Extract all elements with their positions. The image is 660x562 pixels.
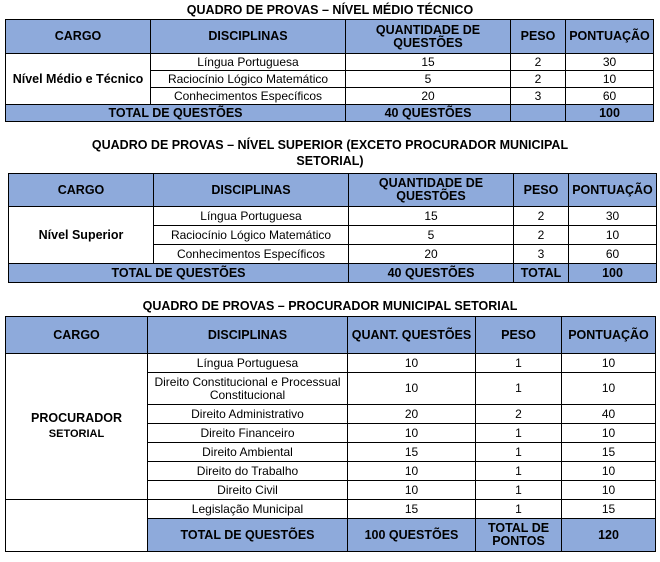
- table2-title: QUADRO DE PROVAS – NÍVEL SUPERIOR (EXCETO PROCURADOR MUNICIPAL SETORIAL): [91, 138, 569, 168]
- table1-quantidade: 15: [346, 54, 511, 71]
- table3-pontuacao: 15: [562, 500, 656, 519]
- table2-quantidade: 15: [349, 207, 514, 226]
- table3-peso: 1: [476, 462, 562, 481]
- table-row: [6, 354, 656, 373]
- table3-header-pontuacao: PONTUAÇÃO: [562, 317, 656, 354]
- table3-cargo-line1: PROCURADOR: [31, 411, 122, 425]
- table1-title: QUADRO DE PROVAS – NÍVEL MÉDIO TÉCNICO: [186, 3, 474, 17]
- table1-quantidade: 20: [346, 88, 511, 105]
- table2-pontuacao: 30: [569, 207, 657, 226]
- table1-cargo: Nível Médio e Técnico: [6, 54, 151, 105]
- table2-disciplina: Língua Portuguesa: [154, 207, 349, 226]
- table1-peso: 3: [511, 88, 566, 105]
- table3-cargo-empty: [6, 500, 148, 552]
- table3-quantidade: 20: [348, 405, 476, 424]
- table1-peso: 2: [511, 54, 566, 71]
- table1-total-row: [6, 105, 654, 122]
- table2-peso: 3: [514, 245, 569, 264]
- table2-total-pontuacao: 100: [569, 264, 657, 283]
- table2-quantidade: 20: [349, 245, 514, 264]
- table2-header-quantidade: QUANTIDADE DE QUESTÕES: [349, 174, 514, 207]
- table3-quantidade: 10: [348, 354, 476, 373]
- table3-quantidade: 15: [348, 443, 476, 462]
- table1-header-disciplinas: DISCIPLINAS: [151, 20, 346, 54]
- table3-disciplina: Legislação Municipal: [148, 500, 348, 519]
- table3-pontuacao: 15: [562, 443, 656, 462]
- table3-pontuacao: 10: [562, 462, 656, 481]
- table3-pontuacao: 40: [562, 405, 656, 424]
- table3-peso: 1: [476, 424, 562, 443]
- table3-disciplina: Direito Constitucional e Processual Constitucional: [148, 373, 348, 405]
- table2-disciplina: Raciocínio Lógico Matemático: [154, 226, 349, 245]
- table2-peso: 2: [514, 207, 569, 226]
- table3-header-cargo: CARGO: [6, 317, 148, 354]
- table1-pontuacao: 30: [566, 54, 654, 71]
- table2-total-peso: TOTAL: [514, 264, 569, 283]
- table3-disciplina: Direito Financeiro: [148, 424, 348, 443]
- table1-header-quantidade: QUANTIDADE DE QUESTÕES: [346, 20, 511, 54]
- table1-disciplina: Conhecimentos Específicos: [151, 88, 346, 105]
- table1-disciplina: Raciocínio Lógico Matemático: [151, 71, 346, 88]
- table3-pontuacao: 10: [562, 354, 656, 373]
- table1-pontuacao: 10: [566, 71, 654, 88]
- table1-total-label: TOTAL DE QUESTÕES: [6, 105, 346, 122]
- table3-quantidade: 10: [348, 424, 476, 443]
- table3-quantidade: 15: [348, 500, 476, 519]
- table-row: [6, 54, 654, 71]
- table2-header-cargo: CARGO: [9, 174, 154, 207]
- table2-peso: 2: [514, 226, 569, 245]
- table1-total-pontuacao: 100: [566, 105, 654, 122]
- table2-header-disciplinas: DISCIPLINAS: [154, 174, 349, 207]
- table2-total-label: TOTAL DE QUESTÕES: [9, 264, 349, 283]
- table3-peso: 1: [476, 354, 562, 373]
- table1-pontuacao: 60: [566, 88, 654, 105]
- table3-disciplina: Direito Civil: [148, 481, 348, 500]
- table3-header-disciplinas: DISCIPLINAS: [148, 317, 348, 354]
- table3-disciplina: Direito Administrativo: [148, 405, 348, 424]
- table3-title: QUADRO DE PROVAS – PROCURADOR MUNICIPAL SETORIAL: [142, 299, 518, 313]
- table3-total-questoes: 100 QUESTÕES: [348, 519, 476, 552]
- table3-peso: 2: [476, 405, 562, 424]
- table1-disciplina: Língua Portuguesa: [151, 54, 346, 71]
- table3-quantidade: 10: [348, 481, 476, 500]
- table3-peso: 1: [476, 443, 562, 462]
- table3: [5, 316, 656, 552]
- table-row: [6, 500, 656, 519]
- table2-total-row: [9, 264, 657, 283]
- table2-cargo: Nível Superior: [9, 207, 154, 264]
- table2-quantidade: 5: [349, 226, 514, 245]
- table3-disciplina: Direito Ambiental: [148, 443, 348, 462]
- table2-header-peso: PESO: [514, 174, 569, 207]
- table1-total-questoes: 40 QUESTÕES: [346, 105, 511, 122]
- table1: [5, 19, 654, 122]
- table3-header-peso: PESO: [476, 317, 562, 354]
- table3-pontuacao: 10: [562, 424, 656, 443]
- table3-disciplina: Língua Portuguesa: [148, 354, 348, 373]
- table1-quantidade: 5: [346, 71, 511, 88]
- table3-quantidade: 10: [348, 373, 476, 405]
- table3-peso: 1: [476, 481, 562, 500]
- table2-header-pontuacao: PONTUAÇÃO: [569, 174, 657, 207]
- table3-header-quantidade: QUANT. QUESTÕES: [348, 317, 476, 354]
- table3-total-label: TOTAL DE QUESTÕES: [148, 519, 348, 552]
- table3-quantidade: 10: [348, 462, 476, 481]
- table1-header-peso: PESO: [511, 20, 566, 54]
- table1-header-pontuacao: PONTUAÇÃO: [566, 20, 654, 54]
- table2-disciplina: Conhecimentos Específicos: [154, 245, 349, 264]
- table1-peso: 2: [511, 71, 566, 88]
- table3-total-peso: TOTAL DE PONTOS: [476, 519, 562, 552]
- table2-total-questoes: 40 QUESTÕES: [349, 264, 514, 283]
- table3-peso: 1: [476, 500, 562, 519]
- table-row: [9, 207, 657, 226]
- table3-peso: 1: [476, 373, 562, 405]
- table3-total-pontuacao: 120: [562, 519, 656, 552]
- table2-pontuacao: 10: [569, 226, 657, 245]
- table3-pontuacao: 10: [562, 373, 656, 405]
- table2-pontuacao: 60: [569, 245, 657, 264]
- table2: [8, 173, 657, 283]
- table3-cargo-line2: SETORIAL: [48, 428, 105, 440]
- table1-total-peso: [511, 105, 566, 122]
- table3-cargo: [6, 354, 148, 500]
- table3-disciplina: Direito do Trabalho: [148, 462, 348, 481]
- table1-header-cargo: CARGO: [6, 20, 151, 54]
- table3-pontuacao: 10: [562, 481, 656, 500]
